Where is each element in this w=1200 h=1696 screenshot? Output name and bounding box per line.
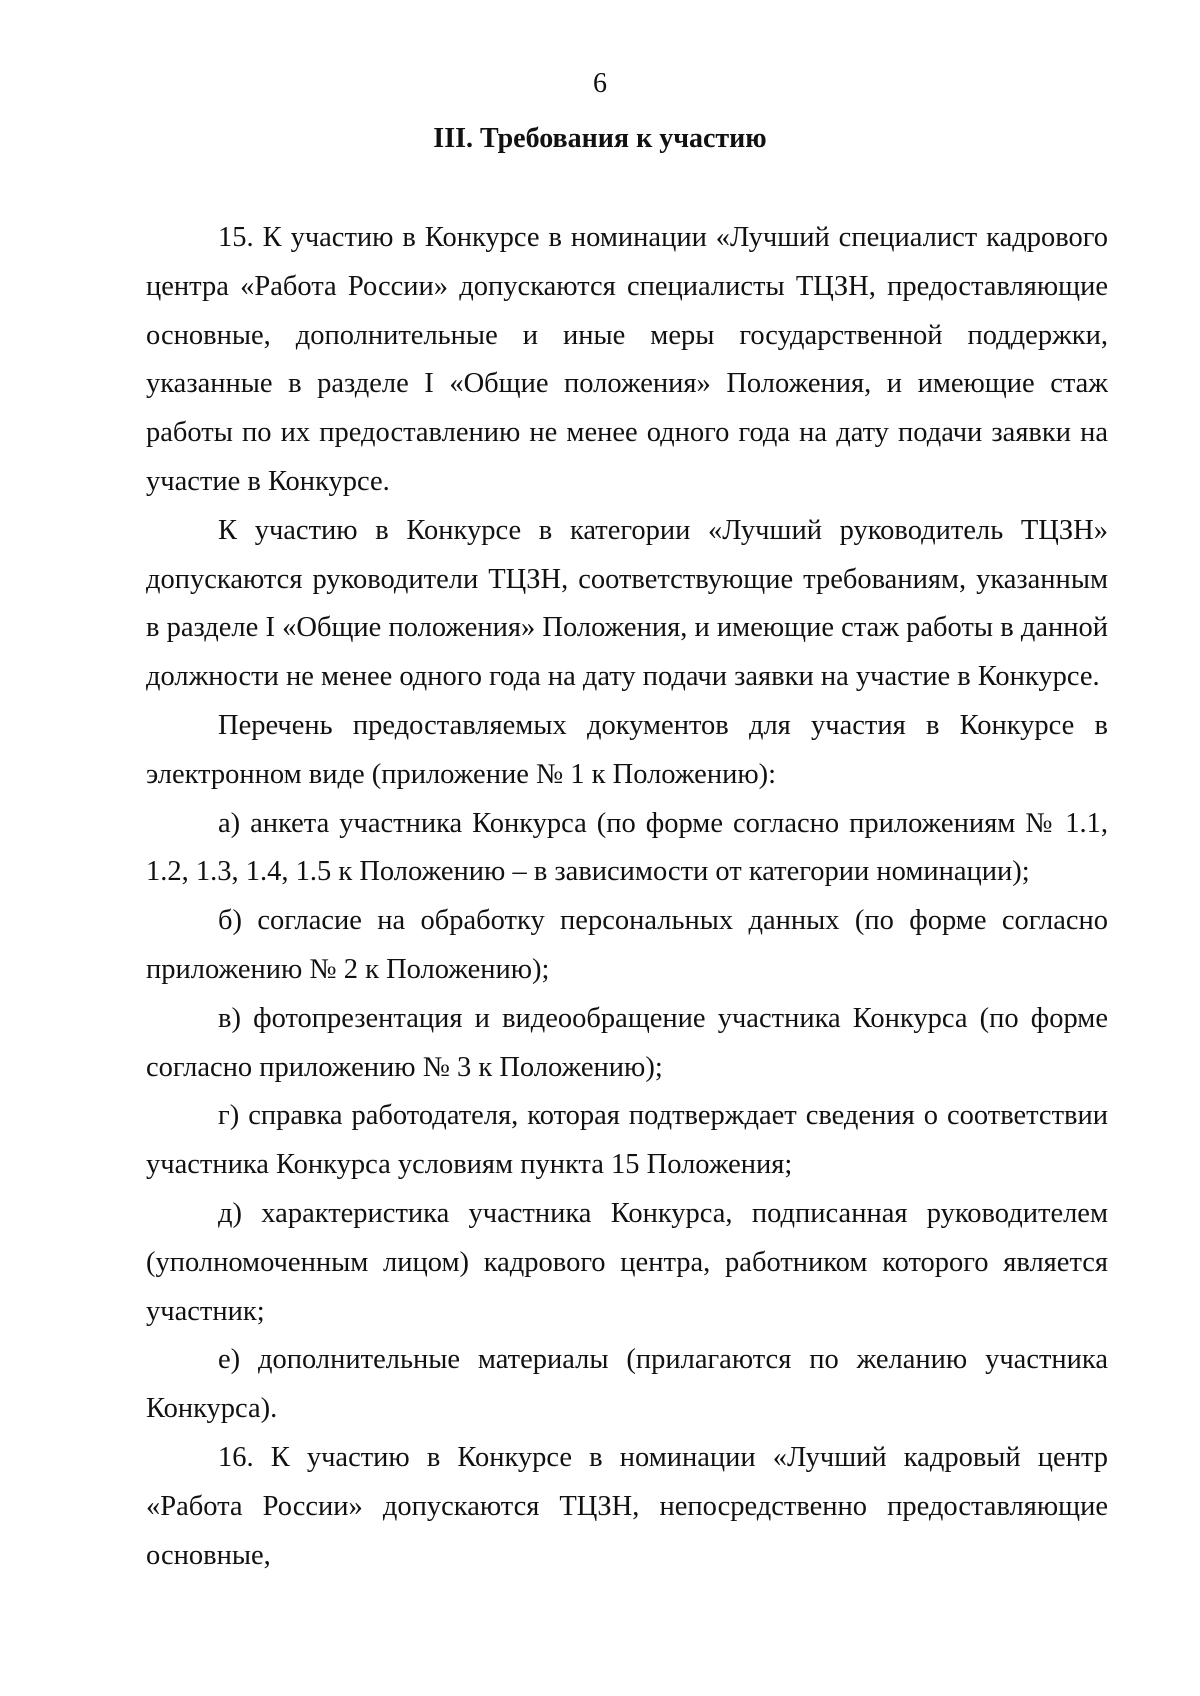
list-item-b: б) согласие на обработку персональных данных (по форме согласно приложению № 2 к Положению); bbox=[146, 905, 1108, 985]
paragraph-document-list-intro: Перечень предоставляемых документов для участия в Конкурсе в электронном виде (приложение № 1 к Положению): bbox=[146, 709, 1108, 790]
section-title: III. Требования к участию bbox=[433, 123, 767, 154]
paragraph-15: 15. К участию в Конкурсе в номинации «Лучший специалист кадрового центра «Работа России» допускаются специалисты ТЦЗН, предоставляющие основные, дополнительные и иные меры государственной поддержки, указанные в разделе I «Общие положения» Положения, и имеющие стаж работы по их предоставлению не менее одного года на дату подачи заявки на участие в Конкурсе. bbox=[146, 222, 1108, 497]
list-item-v: в) фотопрезентация и видеообращение участника Конкурса (по форме согласно приложению № 3 к Положению); bbox=[146, 1002, 1108, 1083]
list-item-d: д) характеристика участника Конкурса, подписанная руководителем (уполномоченным лицом) кадрового центра, работником которого является участник; bbox=[146, 1197, 1108, 1327]
list-item-e: е) дополнительные материалы (прилагаются по желанию участника Конкурса). bbox=[146, 1344, 1108, 1425]
list-item-g: г) справка работодателя, которая подтверждает сведения о соответствии участника Конкурса условиям пункта 15 Положения; bbox=[146, 1100, 1108, 1181]
paragraph-16: 16. К участию в Конкурсе в номинации «Лучший кадровый центр «Работа России» допускаются ТЦЗН, непосредственно предоставляющие основные, bbox=[146, 1441, 1108, 1571]
page-number: 6 bbox=[593, 68, 607, 99]
list-item-a: а) анкета участника Конкурса (по форме согласно приложениям № 1.1, 1.2, 1.3, 1.4, 1.5 к Положению – в зависимости от категории номинации); bbox=[146, 807, 1108, 888]
paragraph-manager-category: К участию в Конкурсе в категории «Лучший руководитель ТЦЗН» допускаются руководители ТЦЗН, соответствующие требованиям, указанным в разделе I «Общие положения» Положения, и имеющие стаж работы в данной должности не менее одного года на дату подачи заявки на участие в Конкурсе. bbox=[146, 514, 1108, 693]
body-text bbox=[146, 214, 1108, 1580]
